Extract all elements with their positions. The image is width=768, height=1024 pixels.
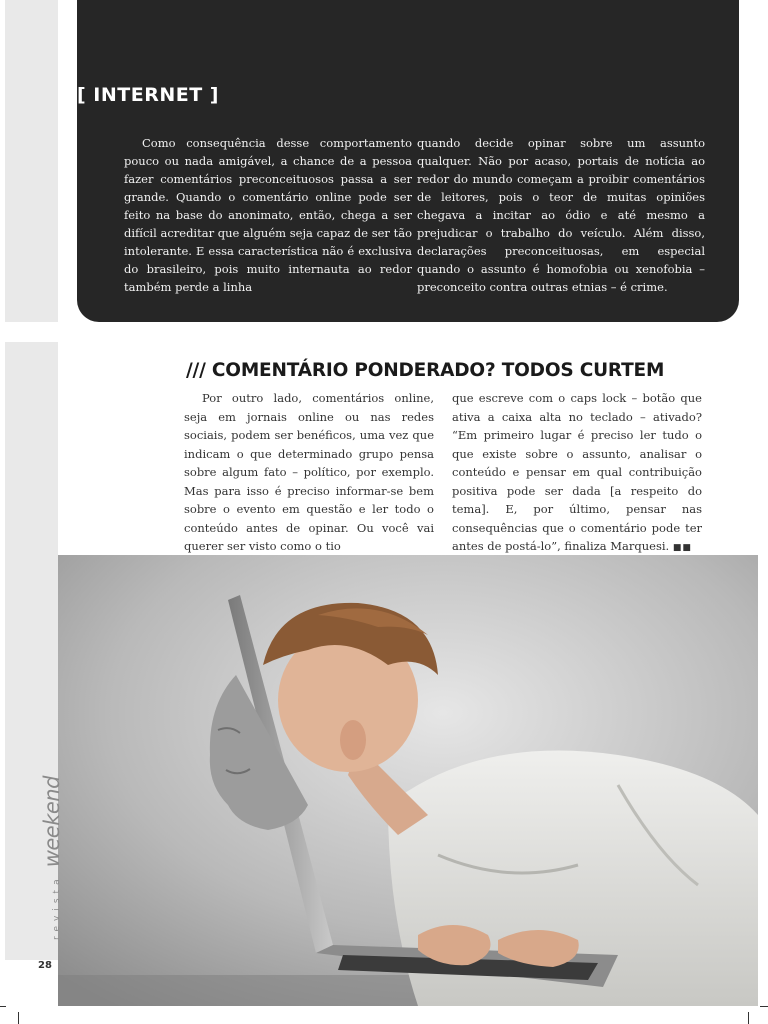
- crop-mark: [760, 1006, 768, 1007]
- crop-mark: [18, 1012, 19, 1024]
- body-column-1: Por outro lado, comentários online, seja em jornais online ou nas redes sociais, podem ser benéficos, uma vez que indicam o que determinado grupo pensa sobre algum fato – político, por exemplo. Mas para isso é preciso informar-se bem sobre o evento em questão e ler todo o conteúdo antes de opinar. Ou você vai querer ser visto como o tio: [184, 391, 434, 553]
- box-column-2: quando decide opinar sobre um assunto qualquer. Não por acaso, portais de notícia ao redor do mundo começam a proibir comentários de leitores, pois o teor de muitas opiniões chegava a incitar ao ódio e até mesmo a prejudicar o trabalho do veículo. Além disso, declarações preconceituosas, em especial quando o assunto é homofobia ou xenofobia – preconceito contra outras etnias – é crime.: [417, 136, 705, 294]
- article-photo: [58, 555, 758, 1006]
- left-strip-gap: [5, 322, 58, 342]
- box-column-1: Como consequência desse comportamento pouco ou nada amigável, a chance de a pessoa fazer comentários preconceituosos passa a ser grande. Quando o comentário online pode ser feito na base do anonimato, então, chega a ser difícil acreditar que alguém seja capaz de ser tão intolerante. E essa característica não é exclusiva do brasileiro, pois muito internauta ao redor também perde a linha: [124, 136, 412, 294]
- section-tag: [ INTERNET ]: [77, 84, 219, 106]
- man-laptop-illustration: [58, 555, 758, 1006]
- end-mark: ■■: [672, 543, 692, 553]
- section-headline: /// COMENTÁRIO PONDERADO? TODOS CURTEM: [186, 360, 665, 381]
- magazine-brand: [10, 776, 64, 950]
- crop-mark: [748, 1012, 749, 1024]
- brand-logo-text: weekend: [40, 776, 64, 868]
- page-number: 28: [38, 960, 52, 971]
- body-column-2-text: que escreve com o caps lock – botão que ativa a caixa alta no teclado – ativado? “Em primeiro lugar é preciso ler tudo o que existe sobre o assunto, analisar o conteúdo e pensar em qual contribuição positiva pode ser dada [a respeito do tema]. E, por último, pensar nas consequências que o comentário pode ter antes de postá-lo”, finaliza Marquesi.: [452, 391, 702, 553]
- body-column-2: [452, 389, 702, 558]
- brand-small-text: revista: [52, 874, 62, 940]
- crop-mark: [0, 1006, 6, 1007]
